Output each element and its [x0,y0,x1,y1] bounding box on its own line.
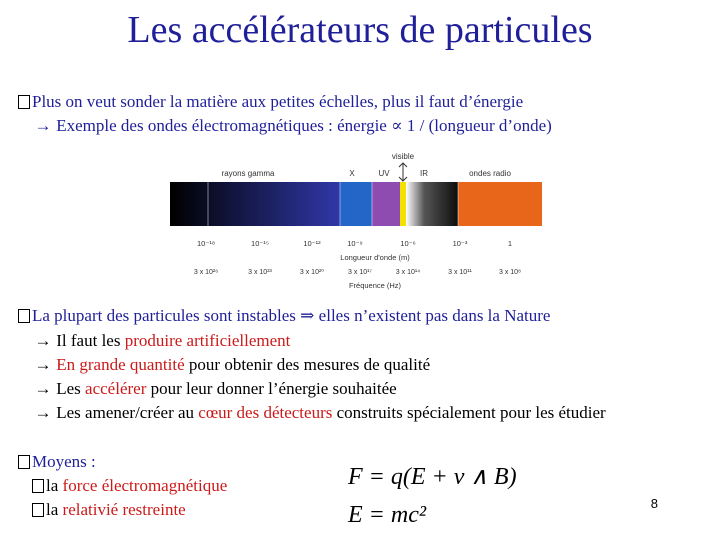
text-plain: la [46,500,63,519]
frequency-tick: 3 x 10²³ [248,269,272,276]
band-label-ir: IR [420,169,428,178]
wavelength-tick: 10⁻¹⁸ [197,239,215,248]
lorentz-force-equation: F = q(E + v ∧ B) [348,464,517,490]
sub-em-waves [34,116,552,136]
band-xray [340,182,372,226]
bullet-box-icon [18,309,30,323]
bullet-energy-scale [18,92,523,112]
wavelength-tick: 10⁻⁹ [347,239,363,248]
text-highlight: force électromagnétique [62,476,228,495]
frequency-tick: 3 x 10¹⁴ [395,269,421,276]
mass-energy-equation: E = mc² [348,502,427,528]
frequency-axis-label: Fréquence (Hz) [348,281,402,290]
band-uv [372,182,400,226]
em-spectrum-figure [170,150,560,295]
page-number: 8 [650,496,658,511]
text-highlight: cœur des détecteurs [198,403,333,422]
text-highlight: produire artificiellement [124,331,291,350]
slide-title: Les accélérateurs de particules [127,9,593,51]
band-label-gamma: rayons gamma [221,169,275,178]
wavelength-tick: 10⁻³ [452,239,468,248]
text-plain: Les [56,379,86,398]
means-item-relativity [32,500,186,520]
bullet-box-icon [32,479,44,493]
sub-item-detectors [34,403,606,423]
wavelength-tick: 1 [507,239,513,248]
bullet-box-icon [18,95,30,109]
wavelength-tick: 10⁻¹² [303,239,321,248]
text-highlight: En grande quantité [56,355,185,374]
bullet-means [18,452,96,472]
sub-item-produce [34,331,290,351]
means-heading: Moyens : [32,452,96,471]
band-label-x: X [349,169,355,178]
sub-item-accelerate [34,379,397,399]
frequency-tick: 3 x 10²⁶ [193,269,219,276]
bullet-box-icon [18,455,30,469]
sub-text: Exemple des ondes électromagnétiques : énergie ∝ 1 / (longueur d’onde) [56,116,552,135]
bullet-instability [18,306,550,326]
wavelength-tick: 10⁻⁶ [400,239,416,248]
band-ir [406,182,458,226]
frequency-tick: 3 x 10²⁰ [299,269,325,276]
wavelength-axis-label: Longueur d'onde (m) [340,253,410,262]
text-plain: Les amener/créer au [56,403,199,422]
band-gamma [170,182,340,226]
bullet-text-pre: La plupart des particules sont instables [32,306,296,325]
band-label-uv: UV [378,169,390,178]
right-arrow-icon: → [34,116,52,135]
band-visible [400,182,406,226]
right-arrow-icon: → [34,403,52,422]
text-plain: la [46,476,63,495]
frequency-tick: 3 x 10¹⁷ [348,269,372,276]
text-plain: Il faut les [56,331,125,350]
text-highlight: relativié restreinte [62,500,186,519]
bullet-text: Plus on veut sonder la matière aux petites échelles, plus il faut d’énergie [32,92,524,111]
frequency-tick: 3 x 10¹¹ [448,269,472,276]
bullet-box-icon [32,503,44,517]
sub-item-quantity [34,355,430,375]
text-highlight: accélérer [85,379,147,398]
frequency-tick: 3 x 10⁸ [498,269,522,276]
visible-marker-icon [399,163,407,181]
implies-arrow-icon: ⇒ [300,306,315,325]
band-label-radio: ondes radio [469,169,511,178]
right-arrow-icon: → [34,331,52,350]
right-arrow-icon: → [34,379,52,398]
visible-label: visible [391,152,415,161]
means-item-em-force [32,476,227,496]
right-arrow-icon: → [34,355,52,374]
text-plain: construits spécialement pour les étudier [332,403,606,422]
band-radio [458,182,542,226]
wavelength-tick: 10⁻¹⁵ [251,239,269,248]
text-plain: pour obtenir des mesures de qualité [184,355,431,374]
bullet-text-post: elles n’existent pas dans la Nature [318,306,551,325]
text-plain: pour leur donner l’énergie souhaitée [146,379,397,398]
